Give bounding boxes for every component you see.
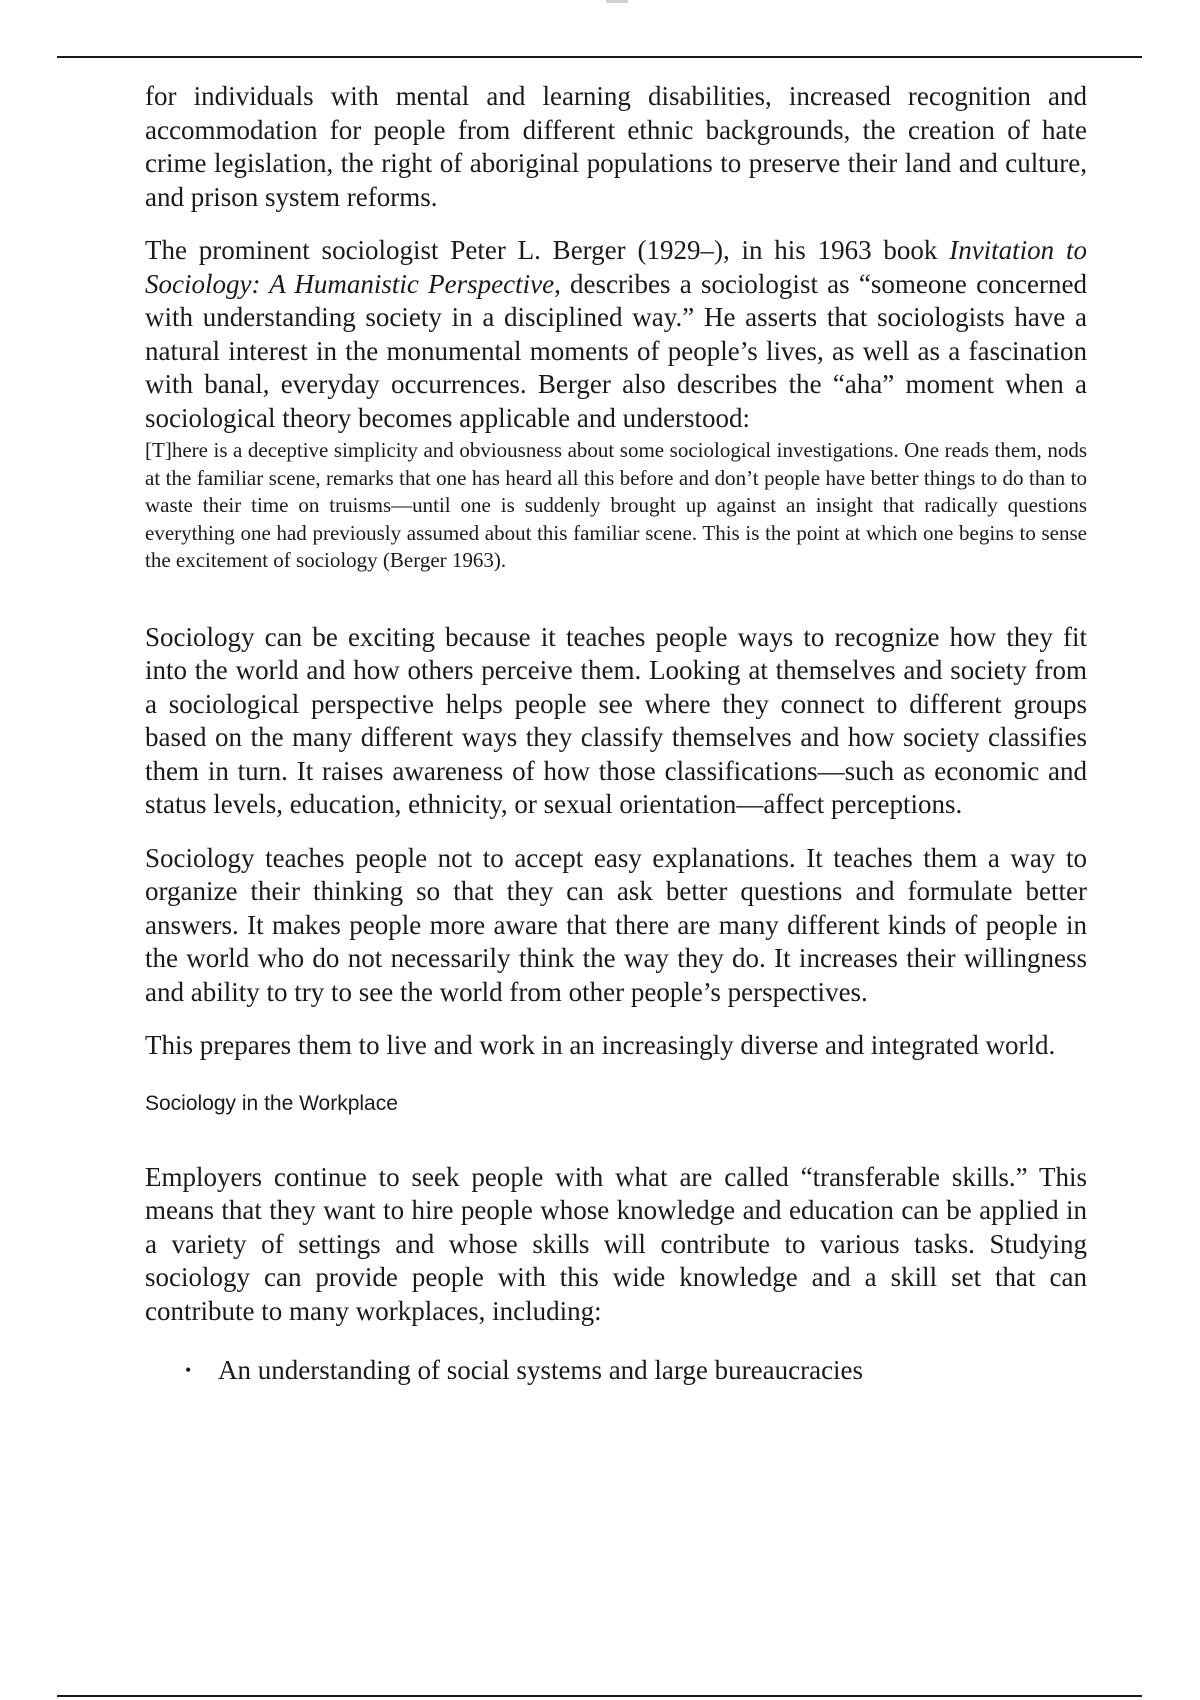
page-top-marker: [606, 0, 628, 3]
paragraph-diverse-world: This prepares them to live and work in an increasingly diverse and integrated world.: [145, 1030, 1056, 1060]
paragraph-exciting: Sociology can be exciting because it teaches people ways to recognize how they fit into the world and how others perceive them. Looking at themselves and society from a sociological perspective helps people see where they connect to different groups based on the many different ways they classify themselves and how society classifies them in turn. It raises awareness of how those classifications—such as economic and status levels, education, ethnicity, or sexual orientation—affect perceptions.: [145, 621, 1087, 819]
header-rule: [57, 56, 1142, 58]
berger-quote: [T]here is a deceptive simplicity and obviousness about some sociological investigations. One reads them, nods at the familiar scene, remarks that one has heard all this before and don’t people have better things to do than to waste their time on truisms—until one is suddenly brought up against an insight that radically questions everything one had previously assumed about this familiar scene. This is the point at which one begins to sense the excitement of sociology (Berger 1963).: [145, 438, 1087, 572]
paragraph-berger: [145, 234, 1087, 435]
footer-rule: [57, 1695, 1142, 1697]
list-item-text: An understanding of social systems and large bureaucracies: [218, 1355, 864, 1385]
section-heading-workplace: Sociology in the Workplace: [145, 1091, 398, 1115]
bullet-icon: •: [185, 1360, 192, 1380]
paragraph-reforms: for individuals with mental and learning disabilities, increased recognition and accommodation for people from different ethnic backgrounds, the creation of hate crime legislation, the right of aboriginal populations to preserve their land and culture, and prison system reforms.: [145, 81, 1087, 212]
skills-list: [145, 1354, 1087, 1388]
paragraph-employers: Employers continue to seek people with what are called “transferable skills.” This means that they want to hire people whose knowledge and education can be applied in a variety of settings and whose skills will contribute to various tasks. Studying sociology can provide people with this wide knowledge and a skill set that can contribute to many workplaces, including:: [145, 1161, 1087, 1326]
berger-text-after: , describes a sociologist as “someone concerned with understanding society in a disciplined way.” He asserts that sociologists have a natural interest in the monumental moments of people’s lives, as well as a fascination with banal, everyday occurrences. Berger also describes the “aha” moment when a sociological theory becomes applicable and understood:: [145, 268, 1087, 433]
paragraph-explanations: Sociology teaches people not to accept easy explanations. It teaches them a way to organize their thinking so that they can ask better questions and formulate better answers. It makes people more aware that there are many different kinds of people in the world who do not necessarily think the way they do. It increases their willingness and ability to try to see the world from other people’s perspectives.: [145, 842, 1087, 1007]
document-body: [145, 80, 1087, 1388]
list-item: [145, 1354, 1087, 1388]
book-title: Invitation to Sociology: A Humanistic Perspective: [145, 235, 1087, 299]
berger-text-before: The prominent sociologist Peter L. Berger (1929–), in his 1963 book: [145, 235, 950, 265]
